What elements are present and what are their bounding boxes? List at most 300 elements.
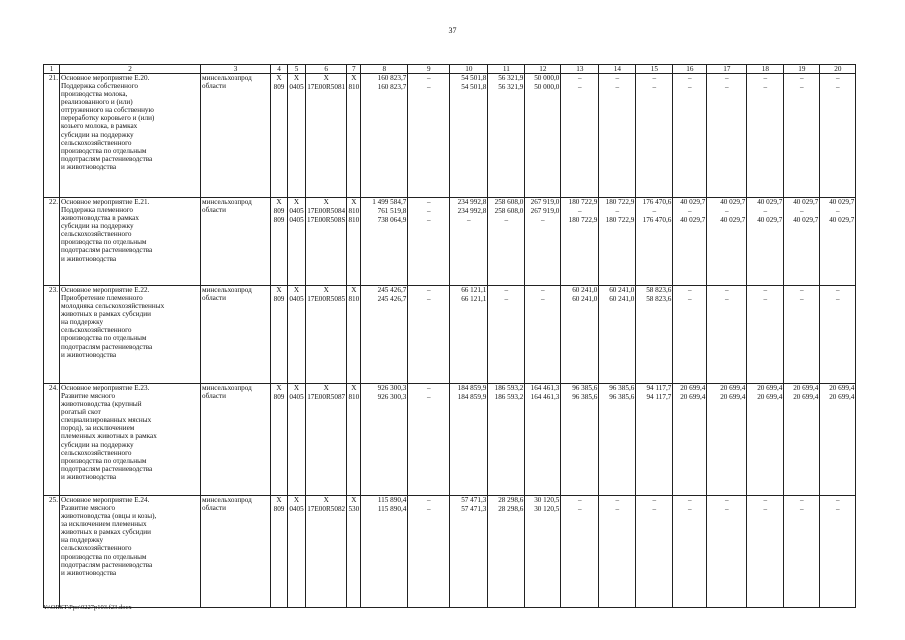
value-cell-col-19: [784, 286, 820, 384]
table-row: [44, 384, 856, 496]
value-line: X: [293, 496, 300, 505]
activity-title-line: Поддержка собственного: [61, 82, 138, 91]
value-line: 761 519,8: [377, 207, 407, 216]
value-line: X: [351, 286, 357, 295]
value-line: 57 471,3: [461, 505, 487, 514]
activity-title-line: субсидии на поддержку: [61, 130, 134, 139]
value-line: 258 608,0: [494, 207, 524, 216]
value-line: –: [427, 384, 431, 393]
value-cell-col-8: [361, 384, 408, 496]
value-cell-col-15: [636, 496, 673, 608]
value-cell-col-17: [707, 286, 747, 384]
value-line: 20 699,4: [757, 384, 783, 393]
value-line: 258 608,0: [494, 198, 524, 207]
value-cell-col-14: [599, 384, 636, 496]
value-line: 810: [348, 216, 360, 225]
value-line: X: [276, 496, 282, 505]
activity-title-line: и животноводства: [61, 254, 117, 263]
value-line: 17Е00R5085: [307, 295, 346, 304]
executor-line: минсельхозпрод: [202, 286, 252, 295]
value-cell-col-17: [707, 198, 747, 286]
value-line: 926 300,3: [377, 393, 407, 402]
value-cell-col-5: [288, 496, 306, 608]
value-line: 809: [273, 393, 285, 402]
value-line: 176 470,6: [642, 216, 672, 225]
value-line: –: [800, 207, 804, 216]
value-line: –: [800, 83, 804, 92]
table-row: [44, 496, 856, 608]
activity-title-line: козьего молока, в рамках: [61, 122, 138, 131]
value-line: 94 117,7: [646, 384, 672, 393]
header-col-11: 11: [488, 65, 525, 74]
value-line: 40 029,7: [793, 216, 819, 225]
value-line: X: [323, 286, 329, 295]
value-line: –: [427, 83, 431, 92]
value-cell-col-7: [347, 384, 361, 496]
activity-title-line: Основное мероприятие Е.23.: [61, 384, 150, 393]
value-line: 66 121,1: [461, 295, 487, 304]
activity-title-line: отгруженного на собственную: [61, 106, 154, 115]
header-col-18: 18: [747, 65, 784, 74]
file-path-footer: Y:\ORST\Ppo\0227p103.f23.docx: [43, 604, 132, 611]
activity-title-line: сельскохозяйственного: [61, 544, 132, 553]
value-cell-col-19: [784, 384, 820, 496]
value-line: 50 000,0: [534, 83, 560, 92]
activity-title-line: Основное мероприятие Е.24.: [61, 496, 150, 505]
value-line: 94 117,7: [646, 393, 672, 402]
header-col-7: 7: [347, 65, 361, 74]
value-line: –: [541, 286, 545, 295]
value-line: –: [763, 496, 768, 505]
table-row: [44, 198, 856, 286]
value-line: 40 029,7: [720, 216, 746, 225]
value-cell-col-5: [288, 384, 306, 496]
activity-title: [60, 496, 201, 608]
value-line: 738 064,9: [377, 216, 407, 225]
value-cell-col-4: [271, 496, 288, 608]
value-line: X: [351, 384, 357, 393]
value-cell-col-17: [707, 384, 747, 496]
header-col-12: 12: [525, 65, 561, 74]
value-line: 0405: [289, 393, 304, 402]
value-line: 30 120,5: [534, 505, 560, 514]
value-line: 180 722,9: [605, 216, 635, 225]
activity-title-line: молодняка сельскохозяйственных: [61, 302, 165, 311]
value-cell-col-7: [347, 74, 361, 198]
header-col-6: 6: [306, 65, 347, 74]
value-cell-col-20: [820, 198, 856, 286]
value-line: –: [763, 286, 768, 295]
value-cell-col-6: [306, 198, 347, 286]
value-cell-col-4: [271, 384, 288, 496]
row-number: 22.: [44, 198, 60, 286]
value-line: –: [725, 286, 729, 295]
value-cell-col-9: [408, 384, 450, 496]
value-line: –: [836, 505, 840, 514]
value-line: –: [725, 295, 729, 304]
value-cell-col-20: [820, 286, 856, 384]
value-line: –: [800, 286, 804, 295]
value-cell-col-20: [820, 496, 856, 608]
value-cell-col-12: [525, 286, 561, 384]
value-line: 245 426,7: [377, 295, 407, 304]
value-cell-col-4: [271, 74, 288, 198]
value-line: 20 699,4: [720, 384, 746, 393]
activity-title-line: рогатый скот: [61, 408, 101, 417]
value-line: –: [615, 74, 620, 83]
value-line: –: [427, 295, 431, 304]
value-line: 180 722,9: [568, 216, 598, 225]
value-line: –: [836, 207, 840, 216]
value-cell-col-11: [488, 286, 525, 384]
value-cell-col-5: [288, 198, 306, 286]
value-cell-col-19: [784, 74, 820, 198]
value-line: 184 859,9: [457, 384, 487, 393]
activity-title-line: субсидии на поддержку: [61, 440, 134, 449]
value-line: 40 029,7: [757, 216, 783, 225]
column-number-header: [44, 65, 856, 74]
executor-line: области: [202, 392, 227, 401]
value-line: 20 699,4: [680, 393, 706, 402]
value-line: –: [688, 286, 692, 295]
table-row: [44, 286, 856, 384]
executor-line: области: [202, 504, 227, 513]
value-cell-col-12: [525, 198, 561, 286]
value-line: X: [323, 74, 329, 83]
value-line: –: [688, 207, 692, 216]
value-line: –: [725, 505, 729, 514]
activity-title: [60, 286, 201, 384]
value-line: 160 823,7: [377, 83, 407, 92]
activity-title-line: за исключением племенных: [61, 520, 147, 529]
value-line: 56 321,9: [498, 74, 524, 83]
value-line: X: [276, 286, 282, 295]
value-line: 54 501,8: [461, 83, 487, 92]
value-cell-col-12: [525, 74, 561, 198]
value-line: 186 593,2: [494, 393, 524, 402]
value-cell-col-8: [361, 286, 408, 384]
value-line: 0405: [289, 295, 304, 304]
header-col-17: 17: [707, 65, 747, 74]
value-line: 50 000,0: [534, 74, 560, 83]
value-line: –: [504, 286, 509, 295]
executor: [201, 198, 271, 286]
value-line: –: [836, 286, 840, 295]
value-line: –: [688, 83, 692, 92]
activity-title-line: подотраслям растениеводства: [61, 464, 153, 473]
value-line: 17Е00R5084: [307, 207, 346, 216]
value-cell-col-7: [347, 198, 361, 286]
value-line: –: [836, 295, 840, 304]
value-line: –: [763, 505, 768, 514]
activity-title-line: сельскохозяйственного: [61, 230, 132, 239]
value-line: –: [467, 216, 471, 225]
value-line: 809: [273, 295, 285, 304]
activity-title: [60, 384, 201, 496]
value-cell-col-18: [747, 198, 784, 286]
activity-title-line: и животноводства: [61, 162, 117, 171]
activity-title-line: переработку коровьего и (или): [61, 114, 155, 123]
value-line: X: [293, 384, 300, 393]
activity-title-line: животных в рамках субсидии: [61, 528, 151, 537]
value-line: 20 699,4: [793, 393, 819, 402]
value-line: 160 823,7: [377, 74, 407, 83]
activity-title-line: Развитие мясного: [61, 392, 116, 401]
activity-title-line: подотраслям растениеводства: [61, 246, 153, 255]
value-cell-col-10: [450, 286, 488, 384]
value-line: 40 029,7: [793, 198, 819, 207]
value-line: –: [800, 74, 804, 83]
activity-title-line: производства по отдельным: [61, 456, 147, 465]
value-line: –: [541, 295, 545, 304]
value-line: 267 919,0: [530, 207, 560, 216]
value-cell-col-8: [361, 74, 408, 198]
value-line: X: [276, 384, 282, 393]
value-line: 60 241,0: [572, 286, 598, 295]
activity-title-line: Основное мероприятие Е.22.: [61, 286, 150, 295]
executor-line: минсельхозпрод: [202, 384, 252, 393]
value-line: 40 029,7: [829, 216, 855, 225]
value-line: 20 699,4: [793, 384, 819, 393]
value-line: 40 029,7: [757, 198, 783, 207]
value-cell-col-11: [488, 496, 525, 608]
value-cell-col-18: [747, 286, 784, 384]
value-cell-col-6: [306, 384, 347, 496]
value-line: 54 501,8: [461, 74, 487, 83]
activity-title-line: реализованного и (или): [61, 98, 133, 107]
value-line: –: [800, 505, 804, 514]
value-line: X: [351, 74, 357, 83]
value-line: 96 385,6: [572, 384, 598, 393]
value-line: –: [615, 505, 620, 514]
activity-title: [60, 198, 201, 286]
value-line: 96 385,6: [609, 384, 635, 393]
value-line: 176 470,6: [642, 198, 672, 207]
value-line: 245 426,7: [377, 286, 407, 295]
header-col-15: 15: [636, 65, 673, 74]
value-cell-col-18: [747, 74, 784, 198]
activity-title-line: и животноводства: [61, 350, 117, 359]
value-cell-col-10: [450, 198, 488, 286]
value-line: –: [578, 83, 582, 92]
value-cell-col-12: [525, 384, 561, 496]
value-cell-col-5: [288, 286, 306, 384]
value-cell-col-14: [599, 74, 636, 198]
activity-title-line: животноводства (крупный: [61, 400, 142, 409]
value-cell-col-13: [561, 286, 599, 384]
value-cell-col-16: [673, 286, 707, 384]
value-line: –: [652, 83, 657, 92]
value-cell-col-16: [673, 496, 707, 608]
value-line: 810: [348, 295, 360, 304]
header-col-14: 14: [599, 65, 636, 74]
value-line: –: [800, 295, 804, 304]
value-cell-col-11: [488, 198, 525, 286]
value-line: –: [541, 216, 545, 225]
value-line: X: [323, 198, 329, 207]
value-line: 810: [348, 207, 360, 216]
row-number: 21.: [44, 74, 60, 198]
value-line: –: [427, 393, 431, 402]
activity-title-line: на поддержку: [61, 318, 104, 327]
value-line: 60 241,0: [572, 295, 598, 304]
header-col-13: 13: [561, 65, 599, 74]
value-line: 809: [273, 83, 285, 92]
value-cell-col-7: [347, 286, 361, 384]
value-line: –: [427, 505, 431, 514]
activity-title-line: животноводства (овцы и козы),: [61, 512, 157, 521]
value-line: 234 992,8: [457, 207, 487, 216]
value-cell-col-17: [707, 74, 747, 198]
value-cell-col-10: [450, 74, 488, 198]
value-cell-col-18: [747, 496, 784, 608]
value-line: 180 722,9: [568, 198, 598, 207]
executor-line: области: [202, 294, 227, 303]
value-cell-col-5: [288, 74, 306, 198]
value-line: –: [763, 295, 768, 304]
value-line: 17Е00R5087: [307, 393, 346, 402]
value-line: –: [427, 216, 431, 225]
value-line: 164 461,3: [530, 384, 560, 393]
executor: [201, 496, 271, 608]
value-line: 20 699,4: [757, 393, 783, 402]
activity-title-line: Основное мероприятие Е.20.: [61, 74, 150, 83]
value-line: X: [276, 74, 282, 83]
value-line: –: [725, 74, 729, 83]
value-cell-col-17: [707, 496, 747, 608]
activity-title-line: и животноводства: [61, 472, 117, 481]
activity-title-line: подотраслям растениеводства: [61, 560, 153, 569]
value-line: –: [652, 496, 657, 505]
value-line: 164 461,3: [530, 393, 560, 402]
value-line: 186 593,2: [494, 384, 524, 393]
value-line: 0405: [289, 207, 304, 216]
value-line: 810: [348, 393, 360, 402]
header-col-4: 4: [271, 65, 288, 74]
value-cell-col-16: [673, 198, 707, 286]
value-line: X: [293, 74, 300, 83]
value-cell-col-15: [636, 286, 673, 384]
value-line: –: [578, 505, 582, 514]
value-line: 115 890,4: [377, 496, 407, 505]
value-cell-col-7: [347, 496, 361, 608]
header-col-5: 5: [288, 65, 306, 74]
value-cell-col-13: [561, 384, 599, 496]
value-line: –: [504, 295, 509, 304]
value-cell-col-11: [488, 74, 525, 198]
value-line: 60 241,0: [609, 295, 635, 304]
value-line: X: [351, 198, 357, 207]
header-col-2: 2: [60, 65, 201, 74]
value-line: –: [427, 198, 431, 207]
value-line: 20 699,4: [720, 393, 746, 402]
value-line: 57 471,3: [461, 496, 487, 505]
executor-line: минсельхозпрод: [202, 496, 252, 505]
value-line: 40 029,7: [829, 198, 855, 207]
value-line: –: [763, 74, 768, 83]
value-line: 17Е00R508S: [307, 216, 346, 225]
value-line: 267 919,0: [530, 198, 560, 207]
value-line: 20 699,4: [680, 384, 706, 393]
value-line: –: [578, 496, 582, 505]
value-cell-col-9: [408, 198, 450, 286]
header-col-10: 10: [450, 65, 488, 74]
value-cell-col-9: [408, 74, 450, 198]
value-cell-col-20: [820, 74, 856, 198]
value-line: 17Е00R5081: [307, 83, 346, 92]
activity-title-line: Развитие мясного: [61, 504, 116, 513]
value-cell-col-13: [561, 496, 599, 608]
value-cell-col-4: [271, 286, 288, 384]
value-cell-col-8: [361, 496, 408, 608]
value-line: 530: [348, 505, 360, 514]
value-line: 180 722,9: [605, 198, 635, 207]
value-line: 17Е00R5082: [307, 505, 346, 514]
value-cell-col-9: [408, 496, 450, 608]
value-cell-col-6: [306, 286, 347, 384]
value-line: –: [725, 496, 729, 505]
value-line: 96 385,6: [609, 393, 635, 402]
value-line: 809: [273, 505, 285, 514]
executor-line: минсельхозпрод: [202, 74, 252, 83]
value-line: –: [427, 74, 431, 83]
value-cell-col-6: [306, 74, 347, 198]
value-line: 234 992,8: [457, 198, 487, 207]
value-line: –: [688, 74, 692, 83]
value-cell-col-16: [673, 74, 707, 198]
activity-title-line: производства молока,: [61, 90, 128, 99]
value-cell-col-13: [561, 74, 599, 198]
value-line: –: [427, 496, 431, 505]
value-line: 28 298,6: [498, 505, 524, 514]
row-number: 25.: [44, 496, 60, 608]
value-line: –: [725, 83, 729, 92]
value-line: X: [276, 198, 282, 207]
value-line: –: [615, 83, 620, 92]
value-line: –: [763, 83, 768, 92]
value-line: 58 823,6: [646, 295, 672, 304]
activity-title-line: племенных животных в рамках: [61, 432, 157, 441]
page-number: 37: [448, 26, 457, 35]
value-cell-col-15: [636, 384, 673, 496]
value-line: 40 029,7: [720, 198, 746, 207]
activity-title-line: Основное мероприятие Е.21.: [61, 198, 150, 207]
value-line: –: [427, 286, 431, 295]
header-col-8: 8: [361, 65, 408, 74]
activity-title-line: подотраслям растениеводства: [61, 154, 153, 163]
value-line: 20 699,4: [829, 393, 855, 402]
value-cell-col-16: [673, 384, 707, 496]
header-col-20: 20: [820, 65, 856, 74]
table-row: [44, 74, 856, 198]
value-line: 40 029,7: [680, 216, 706, 225]
executor: [201, 74, 271, 198]
value-cell-col-11: [488, 384, 525, 496]
value-line: 66 121,1: [461, 286, 487, 295]
activity-title-line: пород), за исключением: [61, 424, 135, 433]
activity-title-line: Поддержка племенного: [61, 206, 134, 215]
value-line: –: [615, 207, 620, 216]
value-line: 58 823,6: [646, 286, 672, 295]
activity-title-line: животных в рамках субсидии: [61, 310, 151, 319]
value-line: 809: [273, 216, 285, 225]
value-line: 810: [348, 83, 360, 92]
activity-title-line: специализированных мясных: [61, 416, 152, 425]
value-line: –: [427, 207, 431, 216]
value-line: –: [688, 295, 692, 304]
value-cell-col-10: [450, 496, 488, 608]
executor-line: области: [202, 82, 227, 91]
